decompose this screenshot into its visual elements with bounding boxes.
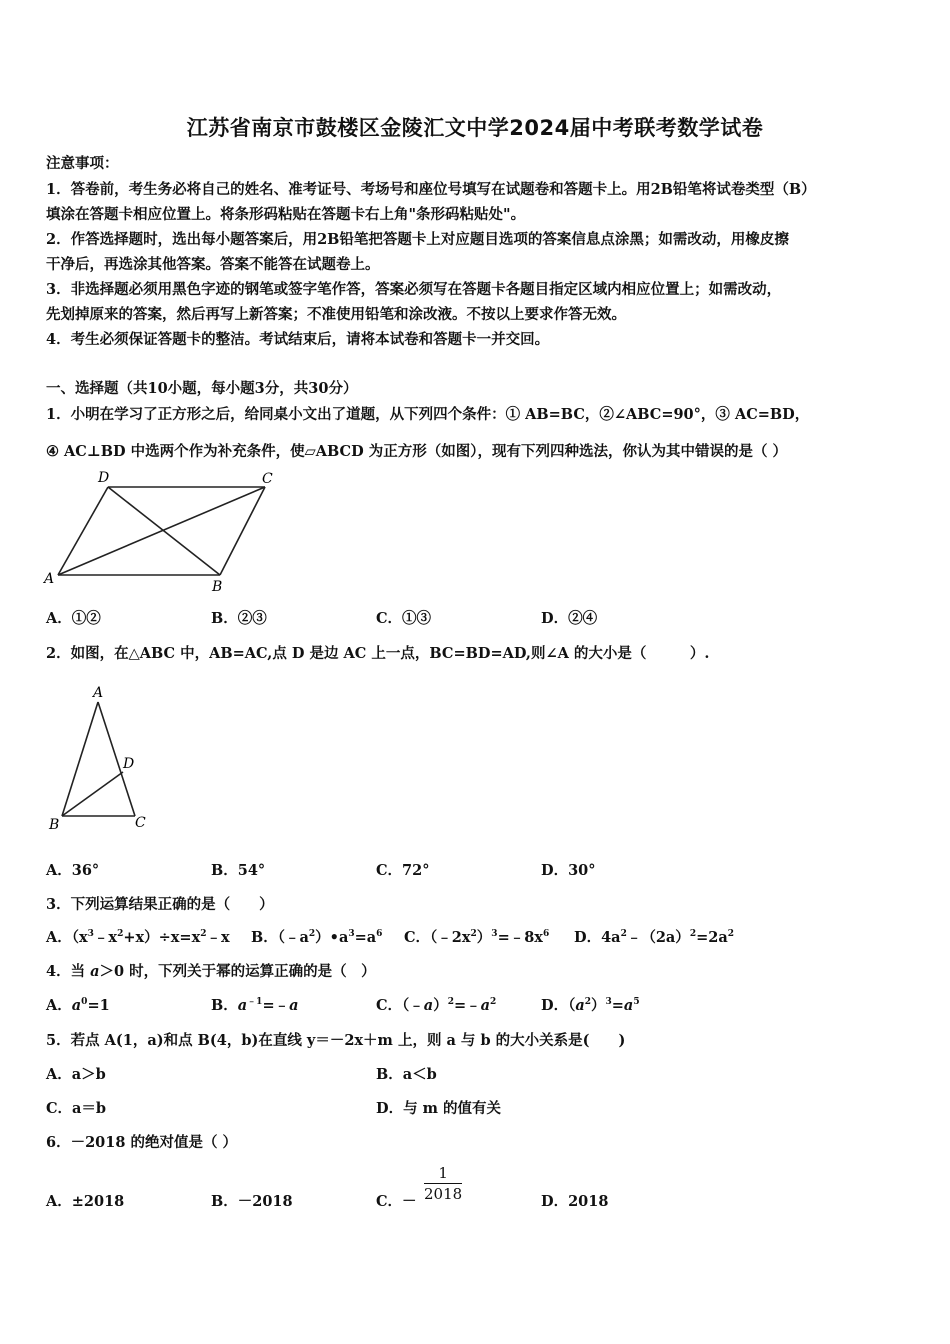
page-title: 江苏省南京市鼓楼区金陵汇文中学2024届中考联考数学试卷: [186, 116, 764, 140]
notice-line-4: 干净后，再选涂其他答案。答案不能答在试题卷上。: [46, 256, 380, 273]
q4-option-c: C．$(﹣a)^2=﹣a^2$: [376, 997, 497, 1014]
q2-option-c: C．72°: [376, 862, 430, 879]
q2-stem: 2．如图，在△ABC 中，AB=AC,点 D 是边 AC 上一点，BC=BD=AD,则∠A 的大小是（ ）.: [46, 645, 710, 662]
q6-option-c: C．－: [376, 1193, 417, 1210]
diagonal-db: [108, 487, 220, 575]
vertex-label-a: A: [44, 571, 55, 587]
notice-line-1: 1．答卷前，考生务必将自己的姓名、准考证号、考场号和座位号填写在试题卷和答题卡上。用2B铅笔将试卷类型（B）: [46, 181, 816, 198]
q5-option-c: C．a＝b: [46, 1100, 107, 1117]
q3-option-a: A．$(x^3﹣x^2+x)\div x=x^2﹣x$: [46, 929, 230, 946]
q3-option-c: C．$(﹣2x^2)^3=﹣8x^6$: [404, 929, 550, 946]
q1-option-c: C．①③: [376, 610, 432, 627]
q5-option-b: B．a＜b: [376, 1066, 437, 1083]
fraction-denominator: 2018: [424, 1185, 463, 1203]
q5-stem: 5．若点 A(1，a)和点 B(4，b)在直线 y＝－2x＋m 上，则 a 与 b 的大小关系是( ): [46, 1032, 626, 1049]
q4-option-a: A．$a^0=1$: [46, 997, 110, 1014]
q1-option-d: D．②④: [541, 610, 598, 627]
vertex-label-a: A: [93, 685, 104, 701]
q1-stem-line-1: 1．小明在学习了正方形之后，给同桌小文出了道题，从下列四个条件：① AB=BC，②∠ABC=90°，③ AC=BD，: [46, 406, 810, 423]
q3-stem: 3．下列运算结果正确的是（ ）: [46, 896, 274, 913]
q4-stem: 4．当 a＞0 时，下列关于幂的运算正确的是（ ）: [46, 963, 376, 980]
q6-stem: 6．－2018 的绝对值是（ ）: [46, 1134, 238, 1151]
vertex-label-d: D: [123, 756, 135, 772]
segment-bd: [62, 772, 123, 816]
q5-option-d: D．与 m 的值有关: [376, 1100, 502, 1117]
notice-heading: 注意事项：: [46, 155, 119, 172]
q1-option-b: B．②③: [211, 610, 267, 627]
section-heading: 一、选择题（共10小题，每小题3分，共30分）: [46, 380, 358, 397]
side-da: [58, 487, 108, 575]
side-ab: [62, 702, 98, 816]
q4-option-d: D．$(a^2)^3=a^5$: [541, 997, 640, 1014]
q1-stem-line-2: ④ AC⊥BD 中选两个作为补充条件，使▱ABCD 为正方形（如图），现有下列四种选法，你认为其中错误的是（ ）: [46, 443, 788, 460]
q6-option-c-fraction: [424, 1164, 462, 1203]
q1-parallelogram-figure: [40, 465, 290, 595]
notice-line-6: 先划掉原来的答案，然后再写上新答案；不准使用铅笔和涂改液。不按以上要求作答无效。: [46, 306, 626, 323]
q3-option-b: B．$(﹣a^2)•a^3=a^6$: [251, 929, 383, 946]
q1-option-a: A．①②: [46, 610, 101, 627]
side-cb: [220, 487, 265, 575]
q6-option-b: B．－2018: [211, 1193, 293, 1210]
q2-option-d: D．30°: [541, 862, 596, 879]
vertex-label-b: B: [49, 817, 60, 833]
q2-option-b: B．54°: [211, 862, 266, 879]
vertex-label-c: C: [135, 815, 146, 831]
notice-line-2: 填涂在答题卡相应位置上。将条形码粘贴在答题卡右上角"条形码粘贴处"。: [46, 206, 526, 223]
q5-option-a: A．a＞b: [46, 1066, 106, 1083]
vertex-label-b: B: [212, 579, 223, 595]
q3-option-d: D．$4a^2﹣(2a)^2=2a^2$: [574, 929, 734, 946]
vertex-label-d: D: [98, 470, 110, 486]
notice-line-5: 3．非选择题必须用黑色字迹的钢笔或签字笔作答，答案必须写在答题卡各题目指定区域内相应位置上；如需改动，: [46, 281, 782, 298]
q2-option-a: A．36°: [46, 862, 100, 879]
q6-option-d: D．2018: [541, 1193, 609, 1210]
vertex-label-c: C: [262, 471, 273, 487]
diagonal-ac: [58, 487, 265, 575]
q4-option-b: B．$a^{﹣1}=﹣a$: [211, 997, 299, 1014]
q6-option-a: A．±2018: [46, 1193, 125, 1210]
notice-line-3: 2．作答选择题时，选出每小题答案后，用2B铅笔把答题卡上对应题目选项的答案信息点涂黑；如需改动，用橡皮擦: [46, 231, 789, 248]
q2-triangle-figure: [40, 680, 170, 840]
notice-line-7: 4．考生必须保证答题卡的整洁。考试结束后，请将本试卷和答题卡一并交回。: [46, 331, 550, 348]
fraction-numerator: 1: [424, 1164, 462, 1184]
